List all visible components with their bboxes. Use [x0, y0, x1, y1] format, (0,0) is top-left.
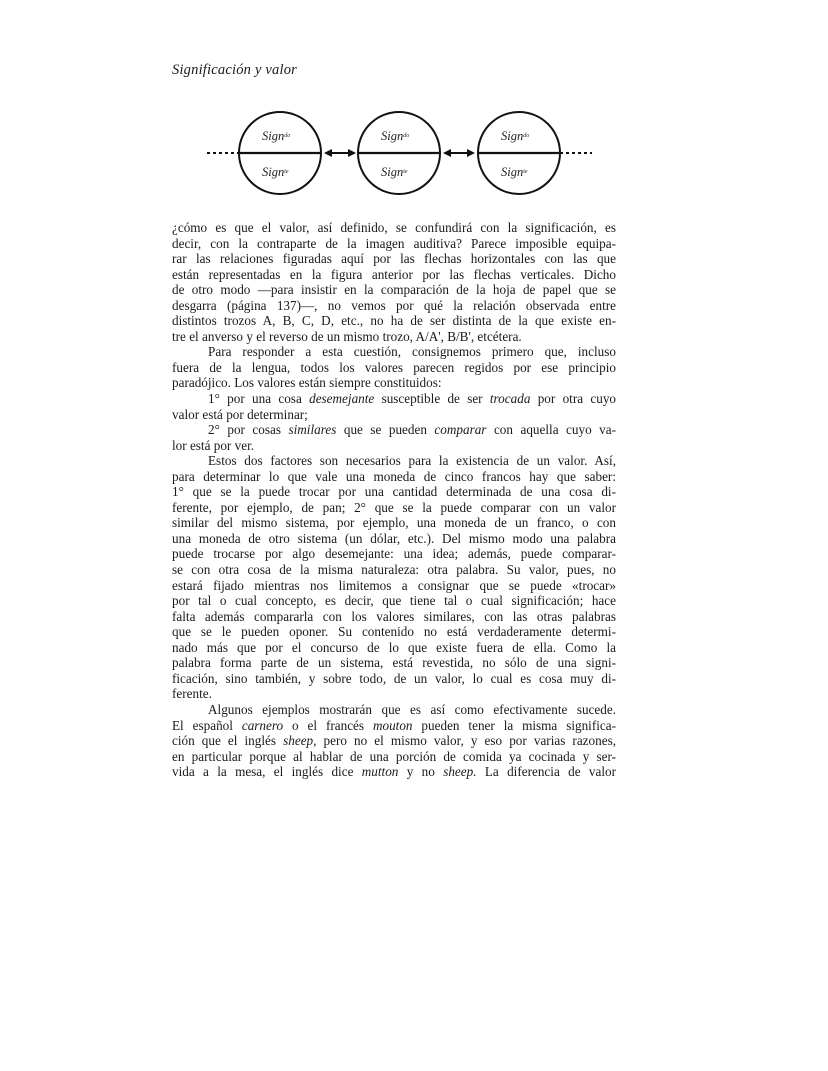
italic-term: mouton: [372, 717, 413, 733]
text-segment: Algunos ejemplos mostrarán que es así como efectivamente sucede.: [208, 701, 616, 717]
text-line: [172, 282, 616, 298]
text-line: [172, 313, 616, 329]
italic-term: carnero: [241, 717, 284, 733]
italic-term: sheep,: [283, 733, 317, 749]
text-segment: por otra cuyo: [530, 391, 617, 407]
running-head: Significación y valor: [172, 62, 298, 78]
text-line: [172, 515, 616, 531]
text-line: [172, 546, 616, 562]
text-segment: con aquella cuyo va-: [486, 422, 616, 438]
text-segment: paradójico. Los valores están siempre constituidos:: [172, 375, 442, 391]
signified-label-3: Sign$^{do}$: [501, 129, 530, 143]
text-segment: o el francés: [283, 717, 373, 733]
text-line: [172, 764, 616, 780]
text-segment: ferente, por ejemplo, de pan; 2° que se la puede comparar con un valor: [172, 499, 616, 515]
text-segment: pero no el mismo valor, y eso por varias razones,: [316, 733, 616, 749]
italic-term: comparar: [434, 422, 487, 438]
text-line: [172, 360, 616, 376]
text-line: [172, 407, 616, 423]
text-segment: 1° por una cosa: [208, 391, 310, 407]
sign-circle-1: [239, 112, 321, 194]
italic-term: similares: [288, 422, 337, 438]
text-line: [172, 500, 616, 516]
text-line: [172, 484, 616, 500]
text-segment: una moneda de otro sistema (un dólar, etc.). Del mismo modo una palabra: [172, 530, 616, 546]
text-line: [172, 251, 616, 267]
text-line: [172, 578, 616, 594]
text-line: [172, 609, 616, 625]
text-line: [172, 718, 616, 734]
text-line: [172, 298, 616, 314]
text-segment: 2° por cosas: [208, 422, 289, 438]
text-line: [172, 749, 616, 765]
text-segment: y no: [398, 764, 444, 780]
text-line: [172, 236, 616, 252]
text-segment: lor está por ver.: [172, 437, 255, 453]
text-line: [172, 220, 616, 236]
text-segment: para determinar lo que vale una moneda de cinco francos hay que saber:: [172, 468, 616, 484]
text-segment: El español: [172, 717, 242, 733]
italic-term: desemejante: [309, 391, 375, 407]
sign-circle-2: [358, 112, 440, 194]
text-line: [172, 562, 616, 578]
text-segment: falta además compararla con los valores similares, con las otras palabras: [172, 608, 616, 624]
text-line: [172, 624, 616, 640]
text-line: [172, 531, 616, 547]
text-segment: ferente.: [172, 686, 212, 702]
text-line: [172, 593, 616, 609]
text-segment: estará fijado mientras nos limitemos a consignar que se puede «trocar»: [172, 577, 616, 593]
text-line: [172, 686, 616, 702]
signified-label-2: Sign$^{do}$: [381, 129, 410, 143]
text-segment: pueden tener la misma significa-: [412, 717, 617, 733]
sign-circle-3: [478, 112, 560, 194]
text-segment: 1° que se la puede trocar por una cantidad determinada de una cosa di-: [172, 484, 616, 500]
text-segment: palabra forma parte de un sistema, está revestida, no sólo de una signi-: [172, 655, 616, 671]
body-text: [172, 220, 616, 780]
text-line: [172, 267, 616, 283]
text-line: [172, 453, 616, 469]
text-line: [172, 469, 616, 485]
sign-diagram: [0, 0, 828, 230]
text-line: [172, 702, 616, 718]
signified-label-1: Sign$^{do}$: [262, 129, 291, 143]
text-line: [172, 640, 616, 656]
text-segment: en particular porque al hablar de una porción de comida ya cocinada y ser-: [172, 748, 616, 764]
text-line: [172, 329, 616, 345]
text-segment: distintos trozos A, B, C, D, etc., no ha de ser distinta de la que existe en-: [172, 313, 616, 329]
text-segment: puede trocarse por algo desemejante: una idea; además, puede comparar-: [172, 546, 616, 562]
text-segment: nado más que por el concurso de lo que existe fuera de ella. Como la: [172, 639, 616, 655]
text-segment: se con otra cosa de la misma naturaleza: otra palabra. Su valor, pues, no: [172, 562, 616, 578]
text-segment: Para responder a esta cuestión, consignemos primero que, incluso: [208, 344, 616, 360]
text-segment: por tal o cual concepto, es decir, que tiene tal o cual significación; hace: [172, 593, 616, 609]
text-segment: fuera de la lengua, todos los valores parecen regidos por ese principio: [172, 359, 616, 375]
text-line: [172, 375, 616, 391]
text-line: [172, 438, 616, 454]
text-segment: de otro modo —para insistir en la comparación de la hoja de papel que se: [172, 282, 616, 298]
text-segment: decir, con la contraparte de la imagen auditiva? Parece imposible equipa-: [172, 235, 616, 251]
text-segment: que se le pueden oponer. Su contenido no está verdaderamente determi-: [172, 624, 616, 640]
text-line: [172, 671, 616, 687]
text-segment: desgarra (página 137)—, no vemos por qué la relación observada entre: [172, 297, 616, 313]
text-segment: ficación, sino también, y sobre todo, de un valor, lo cual es cosa muy di-: [172, 670, 616, 686]
text-segment: que se pueden: [336, 422, 435, 438]
text-line: [172, 422, 616, 438]
text-segment: vida a la mesa, el inglés dice: [172, 764, 362, 780]
text-segment: valor está por determinar;: [172, 406, 308, 422]
text-line: [172, 391, 616, 407]
signifier-label-2: Sign$^{te}$: [381, 165, 408, 179]
italic-term: sheep.: [443, 764, 477, 780]
text-segment: tre el anverso y el reverso de un mismo trozo, A/A', B/B', etcétera.: [172, 328, 522, 344]
text-segment: susceptible de ser: [374, 391, 490, 407]
signifier-label-1: Sign$^{te}$: [262, 165, 289, 179]
text-segment: similar del mismo sistema, por ejemplo, una moneda de un franco, o con: [172, 515, 616, 531]
signifier-label-3: Sign$^{te}$: [501, 165, 528, 179]
text-line: [172, 344, 616, 360]
text-segment: ción que el inglés: [172, 733, 284, 749]
text-segment: Estos dos factores son necesarios para la existencia de un valor. Así,: [208, 453, 616, 469]
text-segment: están representadas en la figura anterior por las flechas verticales. Dicho: [172, 266, 616, 282]
italic-term: mutton: [361, 764, 399, 780]
text-segment: rar las relaciones figuradas aquí por las flechas horizontales con las que: [172, 251, 616, 267]
text-segment: La diferencia de valor: [476, 764, 617, 780]
italic-term: trocada: [489, 391, 531, 407]
text-segment: ¿cómo es que el valor, así definido, se confundirá con la significación, es: [172, 220, 616, 235]
text-line: [172, 733, 616, 749]
text-line: [172, 655, 616, 671]
